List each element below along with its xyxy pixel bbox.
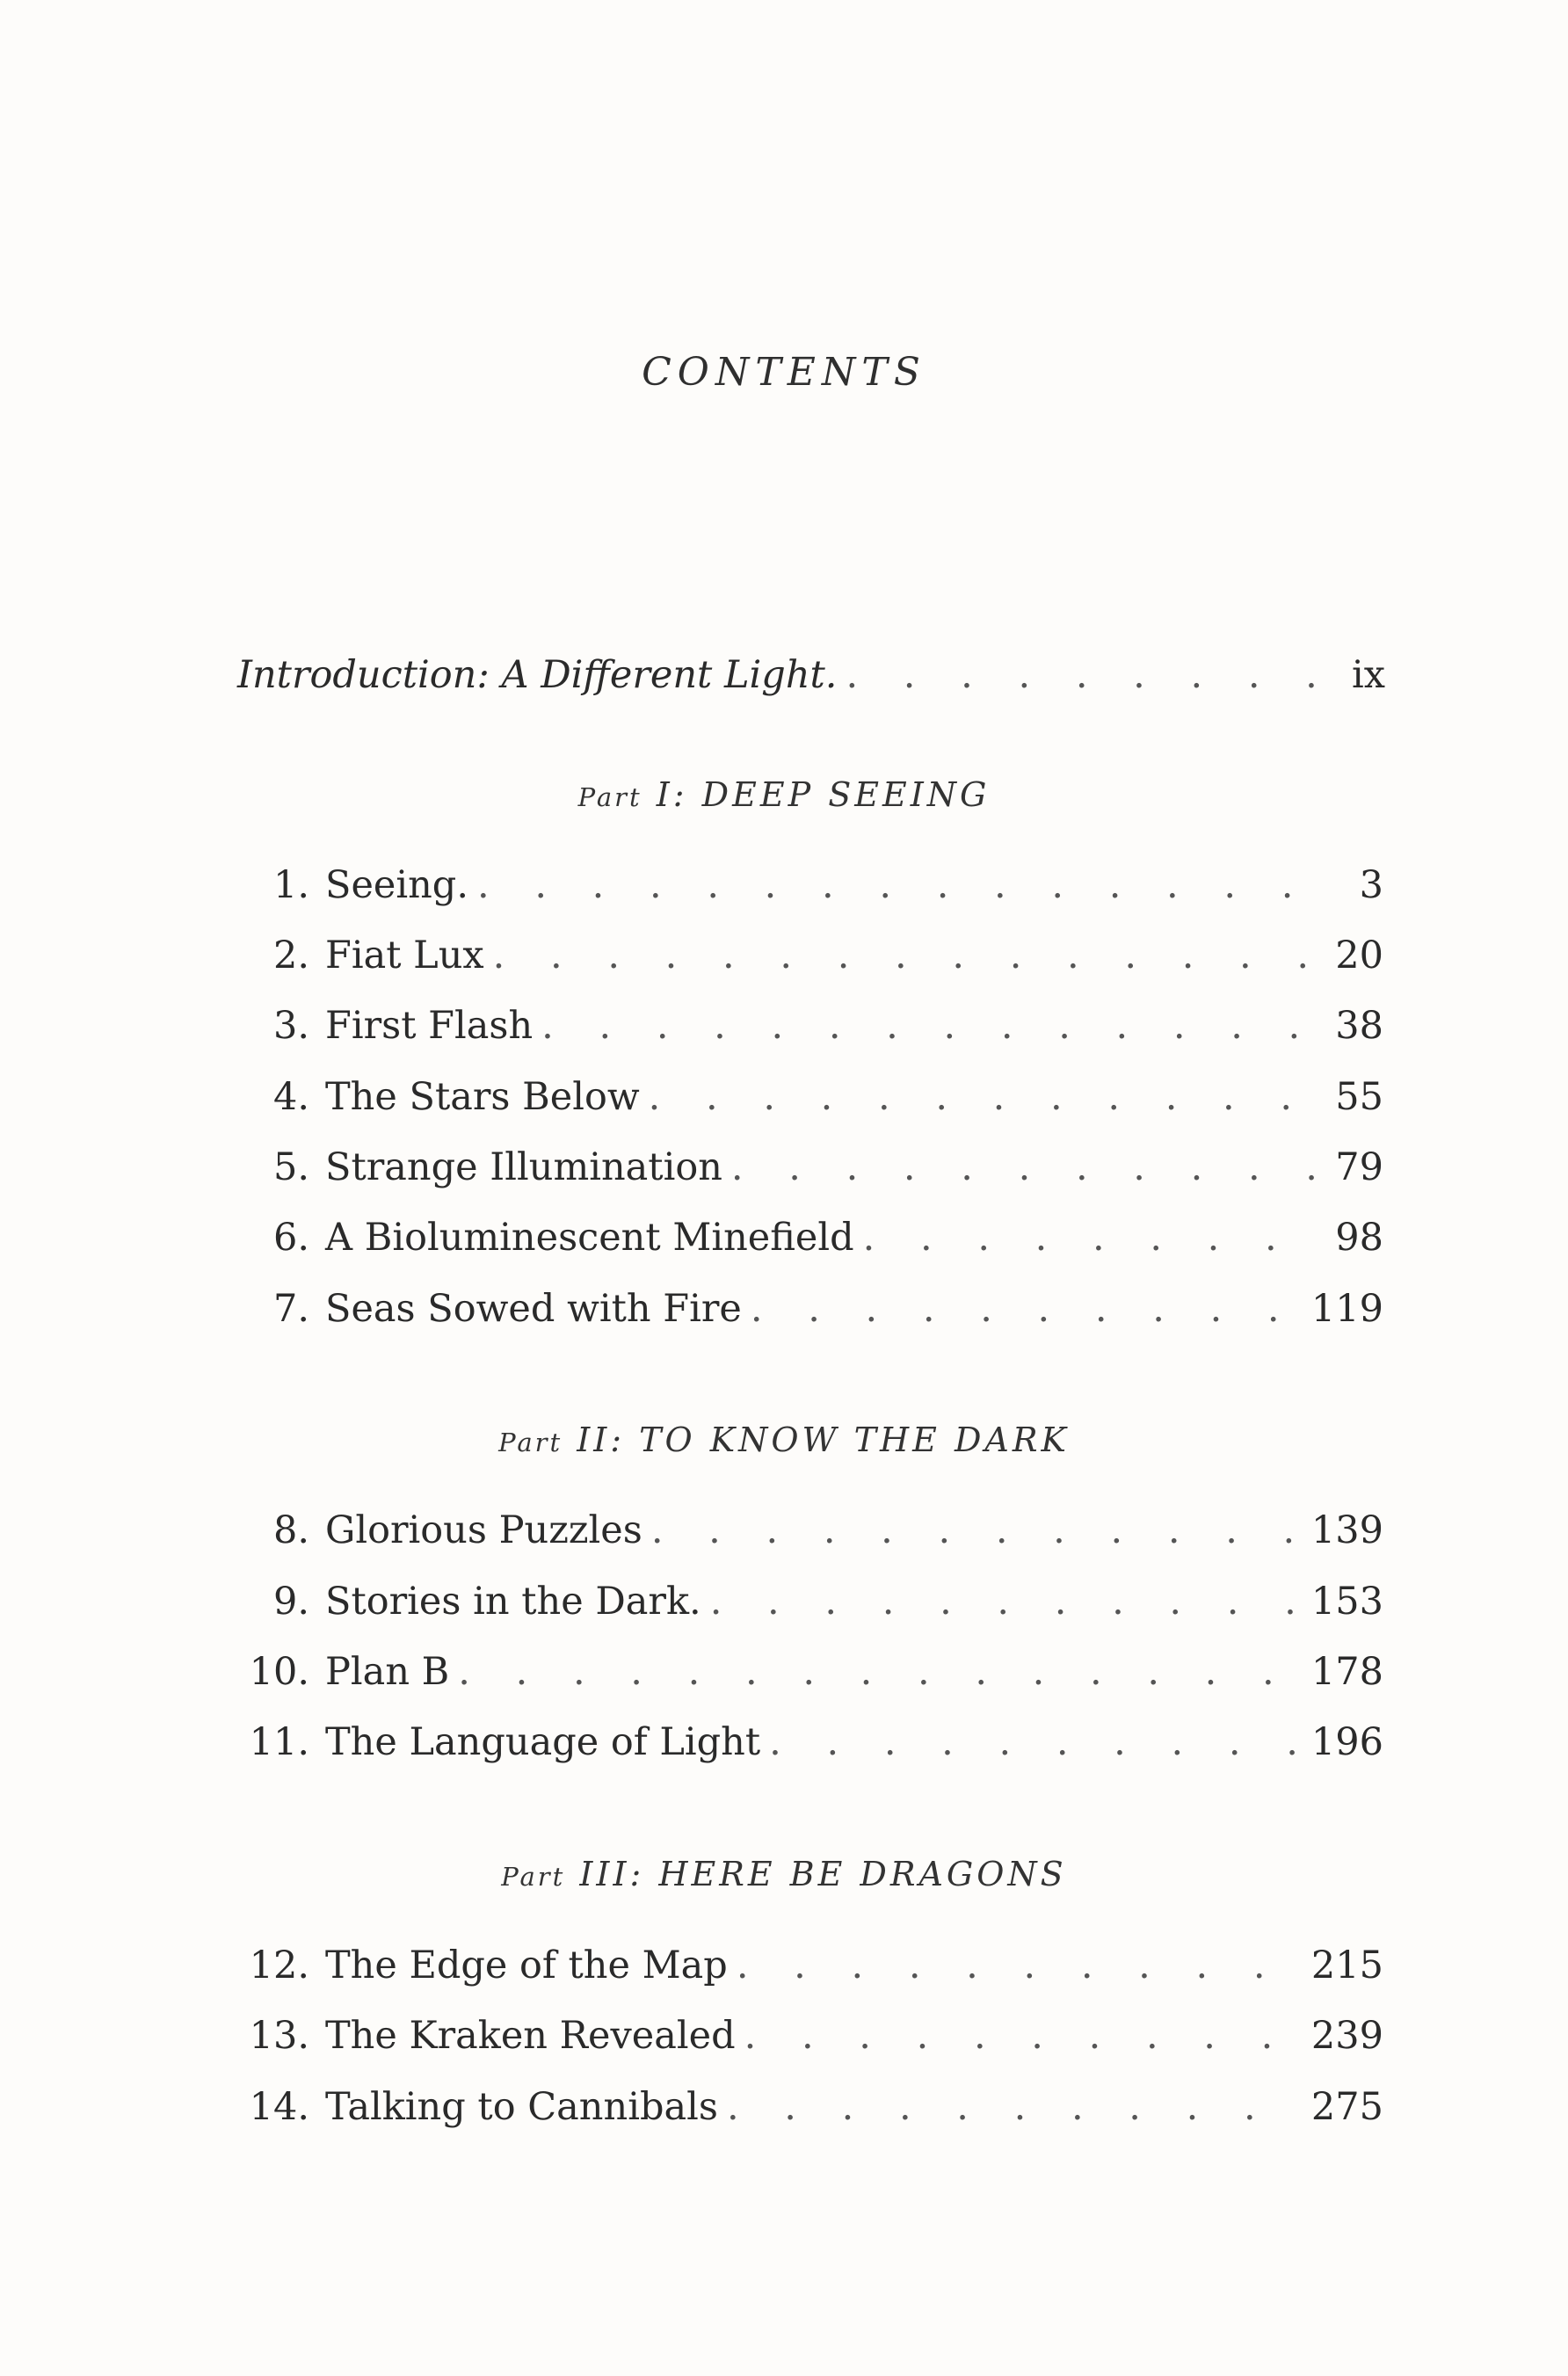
dot-leader: [846, 644, 1320, 706]
chapter-title: Strange Illumination: [325, 1145, 722, 1189]
chapter-page: 215: [1310, 1944, 1383, 1987]
part-heading-text: III: HERE BE DRAGONS: [579, 1855, 1067, 1893]
toc-entry-title: Introduction: A Different Light.: [237, 653, 838, 697]
chapter-number: 2.: [272, 934, 309, 977]
chapter-title: The Edge of the Map: [325, 1944, 728, 1987]
toc-entry[interactable]: [236, 2076, 1383, 2138]
chapter-page: 20: [1335, 934, 1383, 977]
chapter-page: 196: [1310, 1720, 1383, 1764]
page-title: CONTENTS: [642, 350, 926, 395]
chapter-page: 275: [1310, 2085, 1383, 2129]
toc-entry[interactable]: [236, 1278, 1383, 1340]
chapter-number: 6.: [272, 1216, 309, 1260]
dot-leader: [477, 854, 1318, 916]
chapter-number: 12.: [249, 1944, 309, 1987]
chapter-page: 98: [1335, 1216, 1383, 1260]
toc-entry-introduction[interactable]: [237, 644, 1385, 706]
chapter-title: The Language of Light: [325, 1720, 761, 1764]
dot-leader: [744, 2005, 1299, 2067]
toc-entry[interactable]: [236, 1711, 1383, 1773]
chapter-number: 14.: [249, 2085, 309, 2129]
chapter-title: Talking to Cannibals: [325, 2085, 718, 2129]
toc-entry[interactable]: [236, 995, 1383, 1057]
toc-entry[interactable]: [236, 1571, 1383, 1632]
chapter-title: Plan B: [325, 1650, 450, 1694]
dot-leader: [751, 1278, 1299, 1340]
chapter-page: 153: [1310, 1580, 1383, 1624]
chapter-page: 239: [1310, 2014, 1383, 2058]
chapter-number: 7.: [272, 1287, 309, 1331]
chapter-page: 55: [1335, 1075, 1383, 1119]
chapter-number: 1.: [272, 863, 309, 907]
dot-leader: [649, 1066, 1318, 1128]
part-heading-text: I: DEEP SEEING: [656, 775, 991, 814]
part-word: Part: [501, 1862, 566, 1892]
chapter-number: 11.: [249, 1720, 309, 1764]
toc-entry[interactable]: [236, 1500, 1383, 1561]
part-heading: [0, 775, 1568, 814]
chapter-page: 178: [1310, 1650, 1383, 1694]
toc-entry[interactable]: [236, 1207, 1383, 1268]
dot-leader: [737, 1935, 1299, 1996]
dot-leader: [731, 1137, 1318, 1198]
chapter-number: 4.: [272, 1075, 309, 1119]
chapter-number: 8.: [272, 1508, 309, 1552]
chapter-page: 38: [1335, 1004, 1383, 1048]
toc-entry[interactable]: [236, 1066, 1383, 1128]
part-heading: [0, 1421, 1568, 1459]
dot-leader: [493, 925, 1318, 986]
dot-leader: [727, 2076, 1299, 2138]
chapter-title: The Stars Below: [325, 1075, 640, 1119]
chapter-title: First Flash: [325, 1004, 534, 1048]
chapter-number: 5.: [272, 1145, 309, 1189]
part-word: Part: [498, 1428, 563, 1457]
dot-leader: [541, 995, 1318, 1057]
part-word: Part: [577, 782, 642, 812]
chapter-number: 3.: [272, 1004, 309, 1048]
chapter-title: Seeing.: [325, 863, 468, 907]
toc-entry[interactable]: [236, 925, 1383, 986]
toc-entry[interactable]: [236, 2005, 1383, 2067]
chapter-title: The Kraken Revealed: [325, 2014, 736, 2058]
chapter-page: 119: [1310, 1287, 1383, 1331]
chapter-number: 9.: [272, 1580, 309, 1624]
part-heading: [0, 1855, 1568, 1893]
dot-leader: [458, 1641, 1299, 1703]
toc-entry[interactable]: [236, 1641, 1383, 1703]
dot-leader: [710, 1571, 1299, 1632]
dot-leader: [863, 1207, 1318, 1268]
toc-entry[interactable]: [236, 1935, 1383, 1996]
chapter-title: Seas Sowed with Fire: [325, 1287, 742, 1331]
toc-entry-page: ix: [1351, 653, 1385, 697]
chapter-title: Stories in the Dark.: [325, 1580, 701, 1624]
chapter-page: 79: [1335, 1145, 1383, 1189]
toc-entry[interactable]: [236, 1137, 1383, 1198]
chapter-page: 3: [1359, 863, 1383, 907]
chapter-number: 10.: [249, 1650, 309, 1694]
toc-entry[interactable]: [236, 854, 1383, 916]
dot-leader: [651, 1500, 1299, 1561]
chapter-number: 13.: [249, 2014, 309, 2058]
part-heading-text: II: TO KNOW THE DARK: [577, 1421, 1070, 1459]
chapter-title: A Bioluminescent Minefield: [325, 1216, 854, 1260]
chapter-title: Fiat Lux: [325, 934, 484, 977]
dot-leader: [769, 1711, 1299, 1773]
chapter-page: 139: [1310, 1508, 1383, 1552]
chapter-title: Glorious Puzzles: [325, 1508, 642, 1552]
